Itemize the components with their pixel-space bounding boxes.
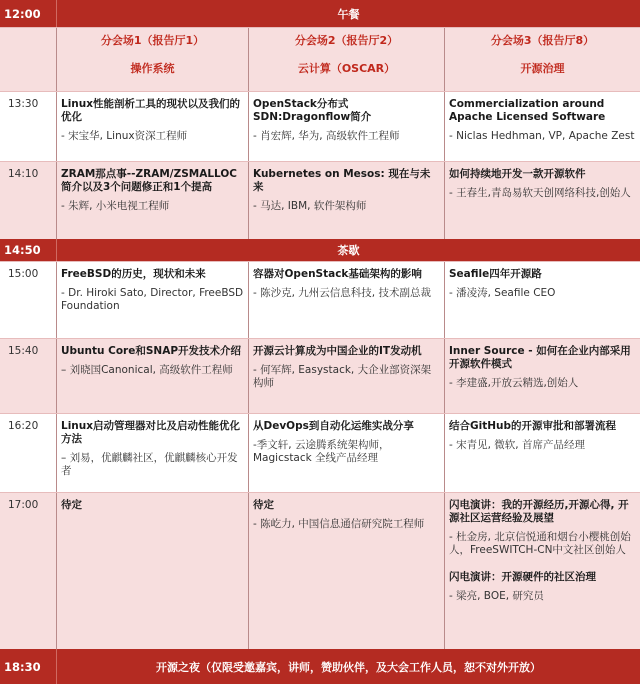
talk-title: Linux性能剖析工具的现状以及我们的优化 [61, 98, 241, 123]
talk-speaker: - 肖宏辉, 华为, 高级软件工程师 [253, 130, 400, 142]
lunch-time: 12:00 [4, 6, 41, 21]
session-row [0, 492, 640, 649]
talk-title: 从DevOps到自动化运维实战分享 [253, 420, 414, 432]
night-title: 开源之夜（仅限受邀嘉宾，讲师，赞助伙伴，及大会工作人员，恕不对外开放） [56, 649, 640, 684]
talk-speaker: - 朱辉, 小米电视工程师 [61, 200, 170, 212]
lightning-talk-title: 闪电演讲：我的开源经历,开源心得, 开源社区运营经验及展望 [449, 499, 629, 524]
talk-title: Ubuntu Core和SNAP开发技术介绍 [61, 345, 242, 357]
talk-speaker: - 李建盛,开放云精选,创始人 [449, 377, 579, 389]
session-time: 15:00 [8, 268, 39, 280]
talk-speaker: – 刘晓国Canonical, 高级软件工程师 [61, 364, 233, 376]
talk-title: Commercialization around Apache Licensed Software [449, 98, 606, 123]
talk-title: Seafile四年开源路 [449, 268, 542, 280]
talk-speaker: - 陈沙克, 九州云信息科技, 技术副总裁 [253, 287, 431, 299]
venue-2 [248, 28, 444, 91]
talk-title: 结合GitHub的开源审批和部署流程 [449, 420, 617, 432]
talk-title: FreeBSD的历史，现状和未来 [61, 268, 206, 280]
talk-speaker: - Dr. Hiroki Sato, Director, FreeBSD Foundation [61, 287, 244, 312]
talk-title: 开源云计算成为中国企业的IT发动机 [253, 345, 422, 357]
talk-speaker: - 马达, IBM, 软件架构师 [253, 200, 367, 212]
talk-title: 待定 [253, 499, 274, 511]
talk-speaker: - Niclas Hedhman, VP, Apache Zest [449, 130, 635, 142]
venue-3-track: 开源治理 [520, 62, 565, 75]
venue-2-name: 分会场2（报告厅2） [294, 34, 399, 47]
talk-speaker: - 何军辉, Easystack, 大企业部资深架构师 [253, 364, 432, 389]
venue-1-name: 分会场1（报告厅1） [100, 34, 205, 47]
lunch-title: 午餐 [56, 0, 640, 27]
talk-speaker: -季文轩, 云途腾系统架构师，Magicstack 全线产品经理 [253, 439, 390, 464]
session-row [0, 413, 640, 492]
talk-title: 容器对OpenStack基础架构的影响 [253, 268, 422, 280]
session-time: 16:20 [8, 420, 39, 432]
talk-title: ZRAM那点事--ZRAM/ZSMALLOC简介以及3个问题修正和1个提高 [61, 168, 237, 193]
tea-break-row [0, 239, 640, 261]
talk-speaker: - 王春生,青岛易软天创网络科技,创始人 [449, 187, 631, 199]
lightning-talk-speaker: - 梁亮, BOE, 研究员 [449, 590, 544, 602]
session-row [0, 338, 640, 413]
talk-speaker: - 陈屹力, 中国信息通信研究院工程师 [253, 518, 425, 530]
talk-speaker: – 刘易，优麒麟社区，优麒麟核心开发者 [61, 452, 238, 477]
tea-title: 茶歇 [56, 239, 640, 261]
venue-header-blank [0, 28, 56, 91]
tea-time: 14:50 [4, 243, 41, 257]
venue-2-track: 云计算（OSCAR） [297, 62, 396, 75]
session-row [0, 161, 640, 239]
talk-title: OpenStack分布式 SDN:Dragonflow简介 [253, 98, 372, 123]
talk-speaker: - 宋宝华, Linux资深工程师 [61, 130, 188, 142]
session-time: 13:30 [8, 98, 39, 110]
lunch-row [0, 0, 640, 27]
talk-title: Inner Source - 如何在企业内部采用开源软件模式 [449, 345, 631, 370]
venue-1-track: 操作系统 [130, 62, 175, 75]
session-row [0, 261, 640, 338]
talk-title: 待定 [61, 499, 82, 511]
talk-title: 如何持续地开发一款开源软件 [449, 168, 586, 180]
talk-title: Kubernetes on Mesos: 现在与未来 [253, 168, 431, 193]
open-source-night-row [0, 649, 640, 684]
venue-1 [56, 28, 248, 91]
venue-3 [444, 28, 640, 91]
session-time: 17:00 [8, 499, 39, 511]
night-time: 18:30 [4, 659, 41, 674]
session-time: 14:10 [8, 168, 39, 180]
talk-speaker: - 宋青见, 微软, 首席产品经理 [449, 439, 585, 451]
talk-speaker: - 潘凌涛, Seafile CEO [449, 287, 556, 299]
lightning-talk-speaker: - 杜金房, 北京信悦通和烟台小樱桃创始人，FreeSWITCH-CN中文社区创始人 [449, 531, 631, 556]
venue-header-row [0, 27, 640, 91]
session-row [0, 91, 640, 161]
lightning-talk-title: 闪电演讲：开源硬件的社区治理 [449, 571, 596, 583]
session-time: 15:40 [8, 345, 39, 357]
talk-title: Linux启动管理器对比及启动性能优化方法 [61, 420, 241, 445]
venue-3-name: 分会场3（报告厅8） [490, 34, 595, 47]
